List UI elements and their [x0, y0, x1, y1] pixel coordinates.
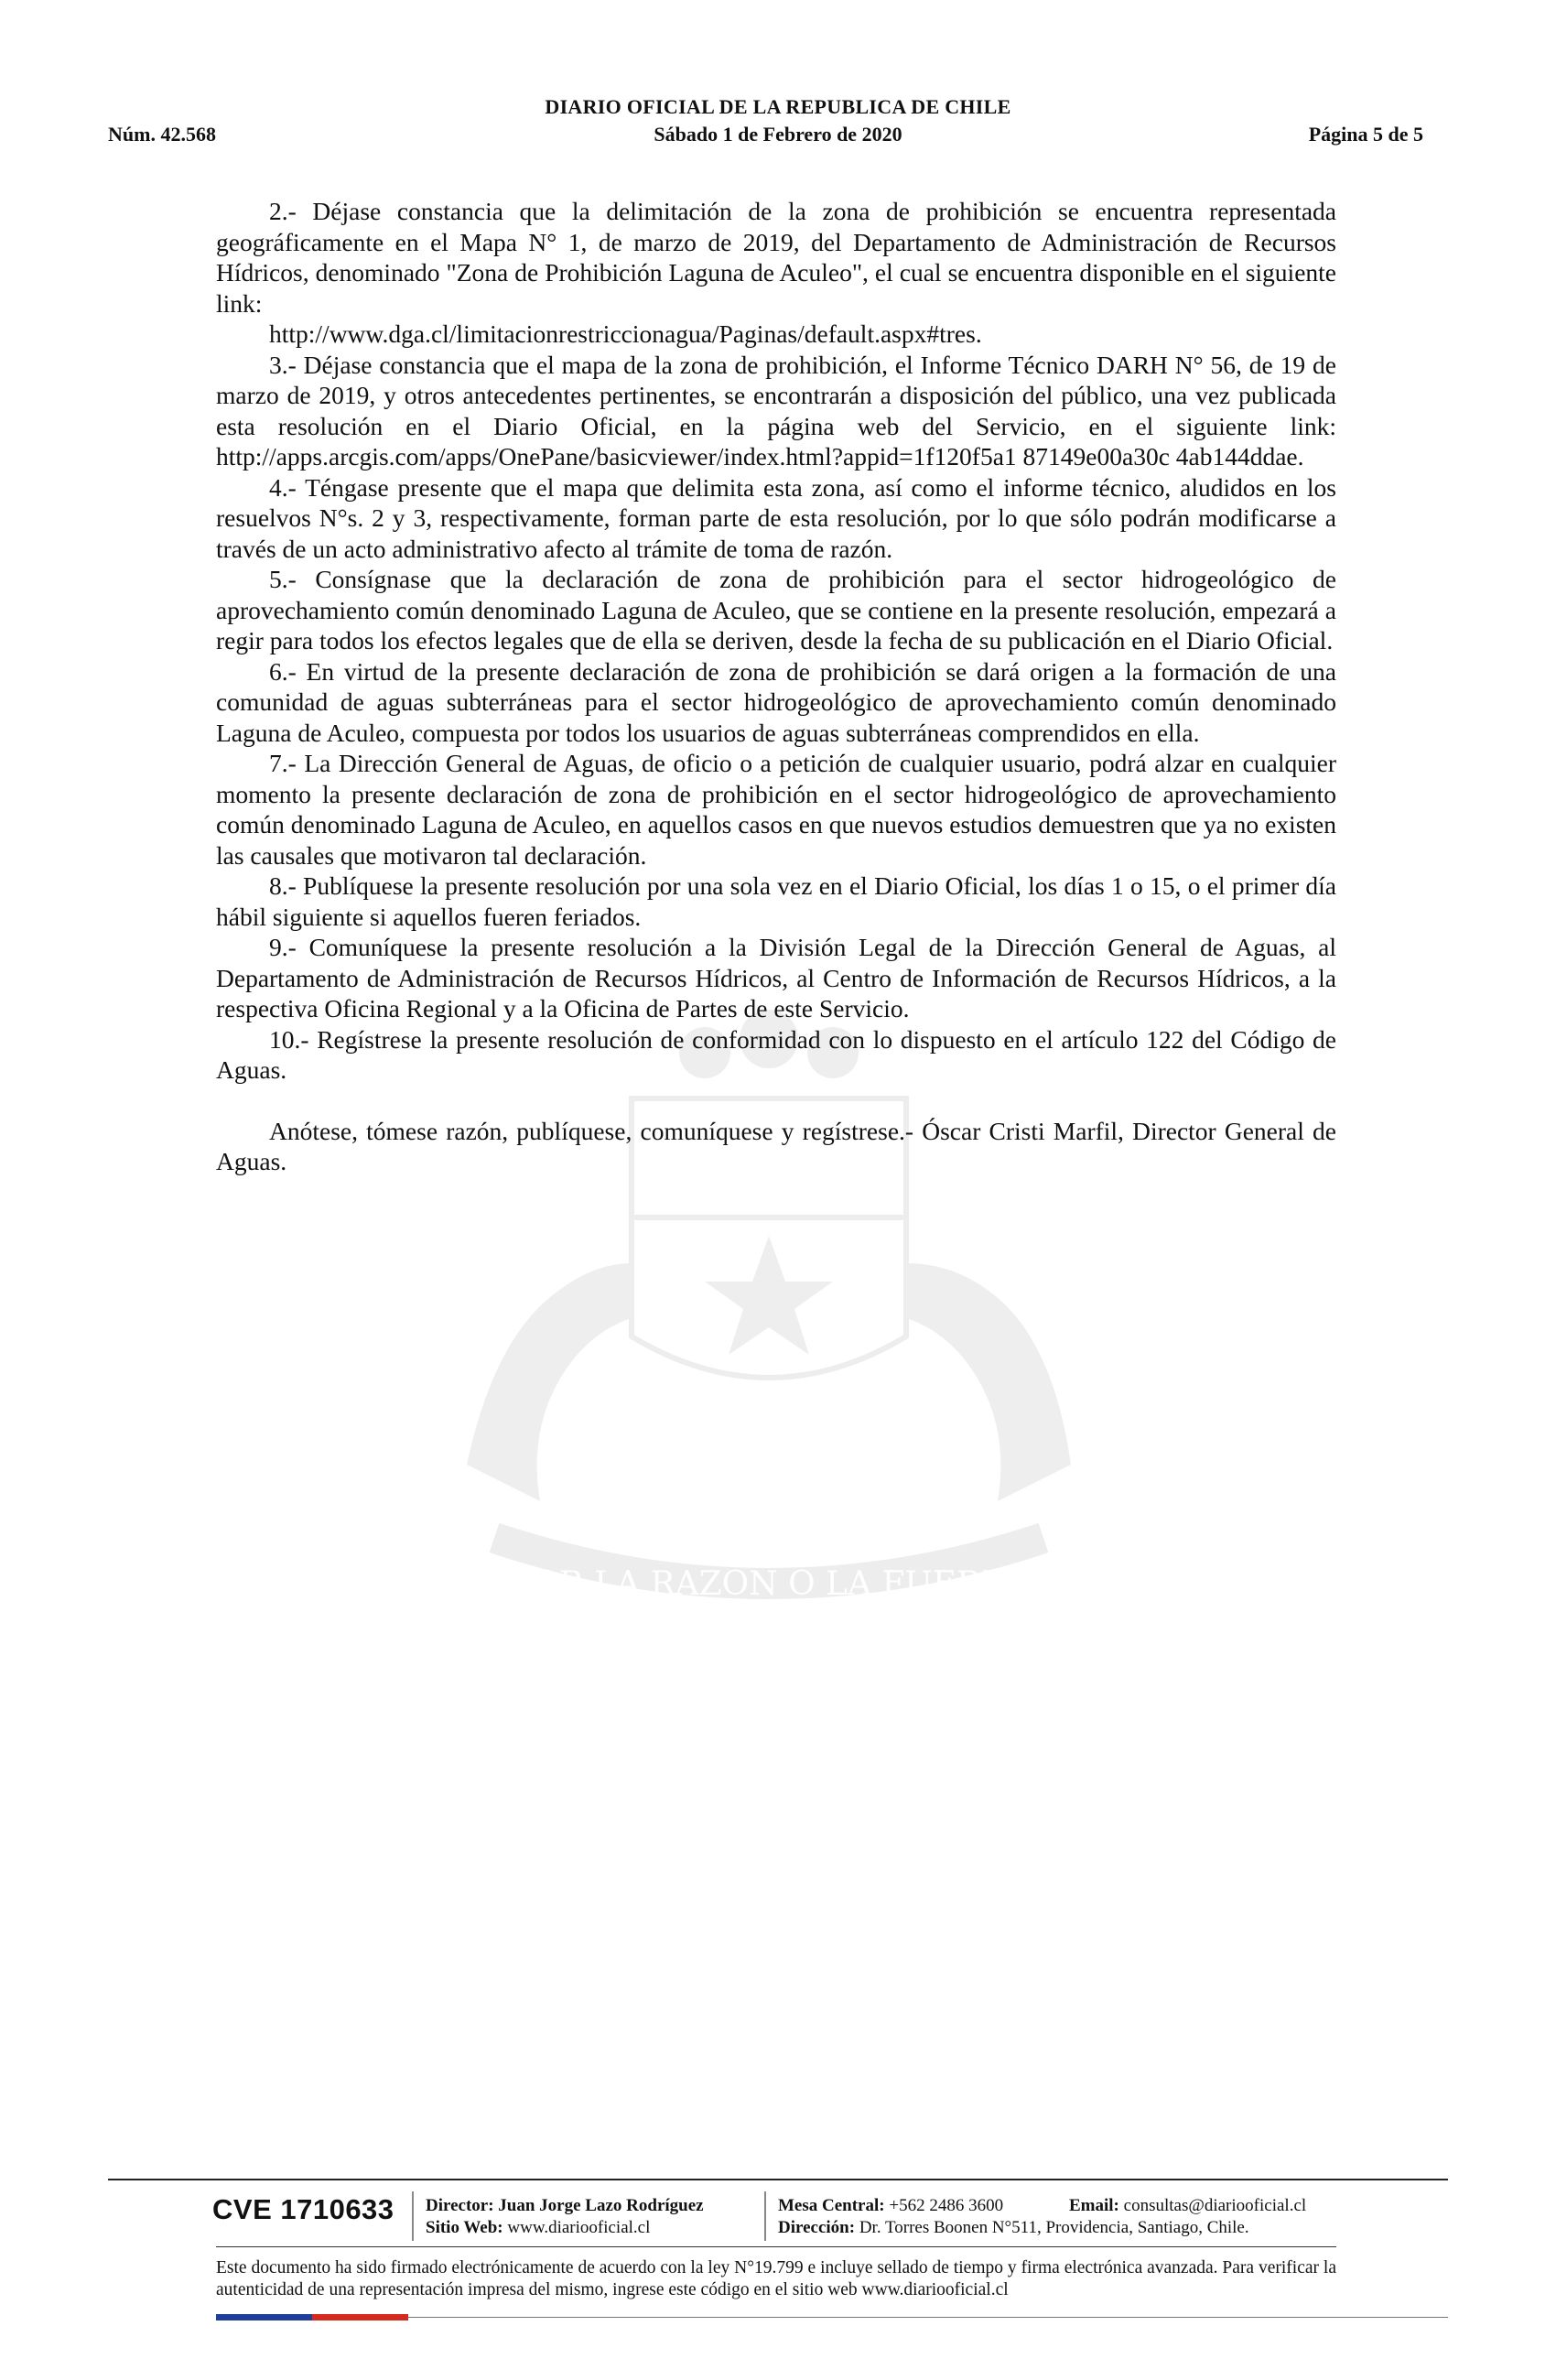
paragraph-7: 7.- La Dirección General de Aguas, de oficio o a petición de cualquier usuario, podrá alzar en cualquier momento la presente declaración de zona de prohibición en el sector hidrogeológico de aprovechamiento común denominado Laguna de Aculeo, en aquellos casos en que nuevos estudios demuestren que ya no existen las causales que motivaron tal declaración. — [216, 749, 1336, 870]
cve-code: CVE 1710633 — [212, 2193, 394, 2225]
publication-title: DIARIO OFICIAL DE LA REPUBLICA DE CHILE — [545, 95, 1011, 118]
flag-red-segment — [312, 2314, 408, 2320]
paragraph-9: 9.- Comuníquese la presente resolución a la División Legal de la Dirección General de Aguas, al Departamento de Administración de Recursos Hídricos, al Centro de Información de Recursos Hídricos, a la respectiva Oficina Regional y a la Oficina de Partes de este Servicio. — [216, 933, 1336, 1022]
director-label: Director: — [426, 2196, 494, 2215]
footer-email-block — [1069, 2195, 1306, 2217]
page-number: Página 5 de 5 — [1308, 123, 1423, 146]
paragraph-6: 6.- En virtud de la presente declaración de zona de prohibición se dará origen a la formación de una comunidad de aguas subterráneas para el sector hidrogeológico de aprovechamiento común denominado Laguna de Aculeo, compuesta por todos los usuarios de aguas subterráneas comprendidos en ella. — [216, 656, 1336, 747]
footer-separator — [764, 2191, 766, 2241]
paragraph-10: 10.- Regístrese la presente resolución de conformidad con lo dispuesto en el artículo 122 del Código de Aguas. — [216, 1024, 1336, 1084]
footer-divider-mid — [216, 2246, 1336, 2247]
director-name: Juan Jorge Lazo Rodríguez — [498, 2196, 704, 2215]
paragraph-3: 3.- Déjase constancia que el mapa de la zona de prohibición, el Informe Técnico DARH N° 56, de 19 de marzo de 2019, y otros antecedentes pertinentes, se encontrarán a disposición del público, una vez publicada esta resolución en el Diario Oficial, en la página web del Servicio, en el siguiente link: http://apps.arcgis.com/apps/OnePane/basicviewer/index.html?appid=1f120f5a1 87149e00a30c 4ab144ddae. — [216, 350, 1336, 471]
legal-notice: Este documento ha sido firmado electrónicamente de acuerdo con la ley N°19.799 e incluye sellado de tiempo y firma electrónica avanzada. Para verificar la autenticidad de una representación impresa del mismo, ingrese este código en el sitio web www.diariooficial.cl — [216, 2258, 1336, 2299]
paragraph-2: 2.- Déjase constancia que la delimitación de la zona de prohibición se encuentra representada geográficamente en el Mapa N° 1, de marzo de 2019, del Departamento de Administración de Recursos Hídricos, denominado "Zona de Prohibición Laguna de Aculeo", el cual se encuentra disponible en el siguiente link: — [216, 197, 1336, 318]
footer-divider-bottom — [408, 2317, 1448, 2318]
footer-separator — [412, 2191, 414, 2241]
phone-number: +562 2486 3600 — [889, 2196, 1004, 2215]
address-value: Dr. Torres Boonen N°511, Providencia, Santiago, Chile. — [859, 2218, 1249, 2237]
footer-director-block — [426, 2195, 704, 2239]
address-label: Dirección: — [778, 2218, 856, 2237]
paragraph-4: 4.- Téngase presente que el mapa que delimita esta zona, así como el informe técnico, aludidos en los resuelvos N°s. 2 y 3, respectivamente, forman parte de esta resolución, por lo que sólo podrán modificarse a través de un acto administrativo afecto al trámite de toma de razón. — [216, 472, 1336, 563]
issue-date: Sábado 1 de Febrero de 2020 — [654, 123, 902, 146]
motto-text: POR LA RAZON O LA FUERZA — [509, 1565, 1029, 1603]
flag-blue-segment — [216, 2314, 312, 2320]
paragraph-5: 5.- Consígnase que la declaración de zona de prohibición para el sector hidrogeológico de aprovechamiento común denominado Laguna de Aculeo, que se contiene en la presente resolución, empezará a regir para todos los efectos legales que de ella se deriven, desde la fecha de su publicación en el Diario Oficial. — [216, 565, 1336, 654]
site-url[interactable]: www.diariooficial.cl — [507, 2218, 651, 2237]
closing-signature: Anótese, tómese razón, publíquese, comuníquese y regístrese.- Óscar Cristi Marfil, Director General de Aguas. — [216, 1116, 1336, 1175]
issue-number: Núm. 42.568 — [108, 123, 216, 146]
flag-stripe — [216, 2314, 408, 2320]
email-address[interactable]: consultas@diariooficial.cl — [1123, 2196, 1307, 2215]
phone-label: Mesa Central: — [778, 2196, 885, 2215]
email-label: Email: — [1069, 2196, 1119, 2215]
paragraph-8: 8.- Publíquese la presente resolución por una sola vez en el Diario Oficial, los días 1 o 15, o el primer día hábil siguiente si aquellos fueren feriados. — [216, 871, 1336, 931]
paragraph-2-link[interactable]: http://www.dga.cl/limitacionrestriccionagua/Paginas/default.aspx#tres. — [269, 319, 982, 348]
footer-divider-top — [108, 2179, 1448, 2180]
page-header — [0, 0, 1556, 156]
resolution-body — [216, 196, 1336, 1177]
site-label: Sitio Web: — [426, 2218, 503, 2237]
